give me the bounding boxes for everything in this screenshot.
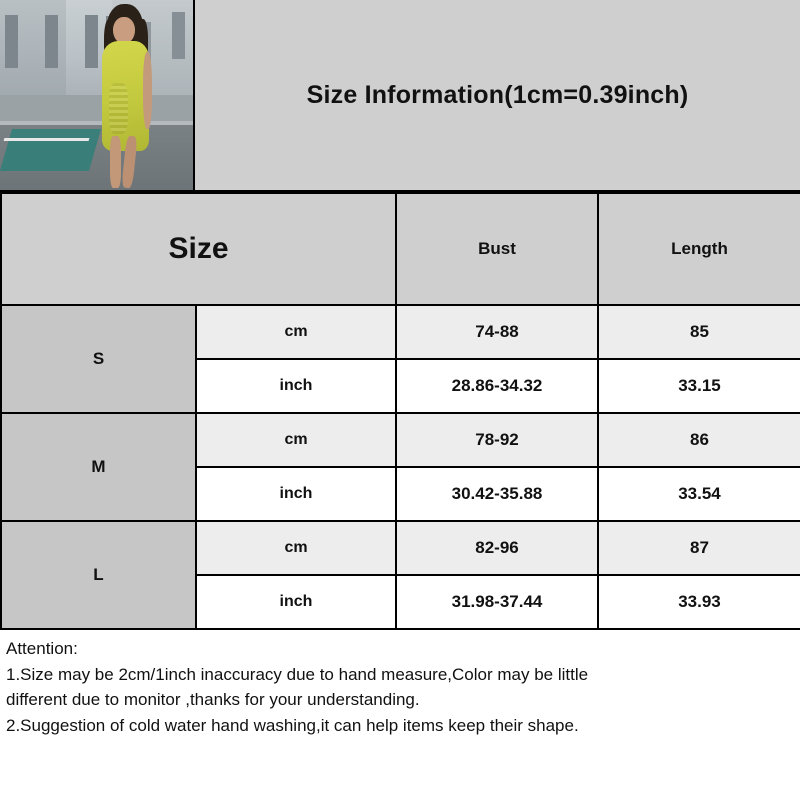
- size-table: [0, 192, 800, 630]
- table-header-row: [1, 193, 800, 305]
- length-cm-l: 87: [598, 521, 800, 575]
- header-band: [0, 0, 800, 192]
- unit-inch-m: inch: [196, 467, 396, 521]
- page-title: Size Information(1cm=0.39inch): [306, 80, 689, 109]
- bust-cm-s: 74-88: [396, 305, 598, 359]
- size-label-s: S: [1, 305, 196, 413]
- header-bust: Bust: [396, 193, 598, 305]
- attention-line-2: different due to monitor ,thanks for your understanding.: [6, 690, 420, 710]
- bust-inch-m: 30.42-35.88: [396, 467, 598, 521]
- unit-cm-l: cm: [196, 521, 396, 575]
- product-photo: [0, 0, 195, 190]
- photo-building-left: [0, 0, 66, 110]
- table-row: [1, 305, 800, 359]
- unit-inch-s: inch: [196, 359, 396, 413]
- photo-lane-marking: [3, 138, 89, 141]
- attention-line-1: 1.Size may be 2cm/1inch inaccuracy due to hand measure,Color may be little: [6, 664, 589, 684]
- model-figure: [85, 4, 170, 188]
- size-label-l: L: [1, 521, 196, 629]
- size-label-m: M: [1, 413, 196, 521]
- header-length: Length: [598, 193, 800, 305]
- bust-inch-l: 31.98-37.44: [396, 575, 598, 629]
- title-cell: [195, 0, 800, 190]
- table-row: [1, 521, 800, 575]
- length-inch-s: 33.15: [598, 359, 800, 413]
- length-inch-m: 33.54: [598, 467, 800, 521]
- length-cm-m: 86: [598, 413, 800, 467]
- unit-cm-m: cm: [196, 413, 396, 467]
- unit-cm-s: cm: [196, 305, 396, 359]
- model-arm: [143, 52, 152, 129]
- attention-line-3: 2.Suggestion of cold water hand washing,it can help items keep their shape.: [6, 716, 579, 736]
- bust-cm-m: 78-92: [396, 413, 598, 467]
- attention-title: Attention:: [6, 639, 78, 658]
- header-size: Size: [1, 193, 396, 305]
- length-cm-s: 85: [598, 305, 800, 359]
- bust-cm-l: 82-96: [396, 521, 598, 575]
- model-leg-left: [110, 136, 120, 188]
- unit-inch-l: inch: [196, 575, 396, 629]
- bust-inch-s: 28.86-34.32: [396, 359, 598, 413]
- attention-block: [0, 630, 800, 739]
- length-inch-l: 33.93: [598, 575, 800, 629]
- table-row: [1, 413, 800, 467]
